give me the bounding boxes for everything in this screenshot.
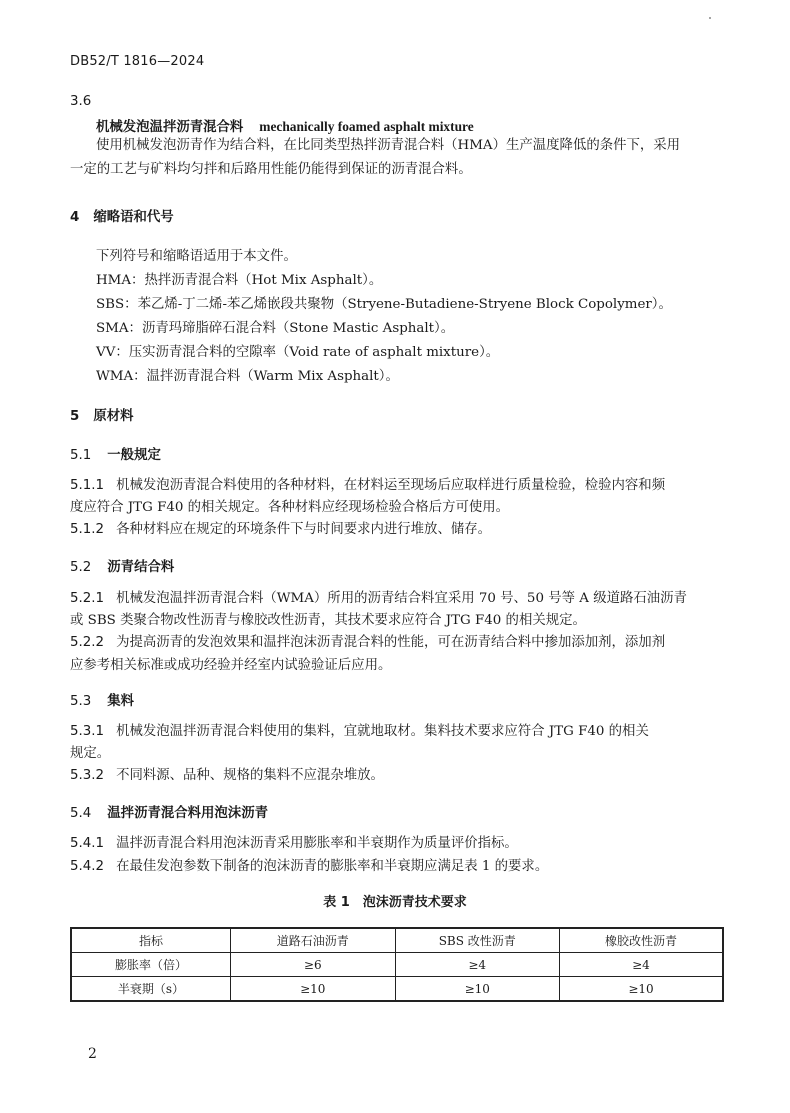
subsection-heading: 5.1 一般规定 — [70, 448, 161, 463]
abbrev-item: WMA：温拌沥青混合料（Warm Mix Asphalt）。 — [96, 369, 399, 384]
standard-code: DB52/T 1816—2024 — [70, 54, 205, 69]
term-title — [96, 116, 474, 135]
table-cell: ≥10 — [395, 977, 559, 1002]
table-caption: 表 1 泡沫沥青技术要求 — [323, 895, 467, 910]
table-cell: ≥10 — [231, 977, 395, 1002]
subsection-heading: 5.4 温拌沥青混合料用泡沫沥青 — [70, 806, 268, 821]
table-cell: ≥4 — [395, 953, 559, 977]
table-cell: 半衰期（s） — [71, 977, 231, 1002]
abbrev-item: SMA：沥青玛𤧛脂碎石混合料（Stone Mastic Asphalt）。 — [96, 321, 455, 336]
table-cell: ≥10 — [559, 977, 723, 1002]
subsection-heading: 5.2 沥青结合料 — [70, 560, 175, 575]
clause-line: 5.2.2 为提高沥青的发泡效果和温拌泡沫沥青混合料的性能，可在沥青结合料中掺加添加剂，添加剂 — [70, 635, 666, 650]
clause-line: 度应符合 JTG F40 的相关规定。各种材料应经现场检验合格后方可使用。 — [70, 500, 510, 515]
section-heading: 4 缩略语和代号 — [70, 210, 174, 225]
abbrev-intro: 下列符号和缩略语适用于本文件。 — [96, 249, 297, 264]
definition-line: 使用机械发泡沥青作为结合料，在比同类型热拌沥青混合料（HMA）生产温度降低的条件下，采用 — [96, 138, 681, 153]
clause-line: 5.4.1 温拌沥青混合料用泡沫沥青采用膨胀率和半衰期作为质量评价指标。 — [70, 836, 518, 851]
clause-number: 3.6 — [70, 94, 92, 109]
term-en: mechanically foamed asphalt mixture — [259, 119, 474, 134]
table-row — [71, 977, 723, 1002]
definition-line: 一定的工艺与矿料均匀拌和后路用性能仍能得到保证的沥青混合料。 — [70, 162, 472, 177]
abbrev-item: VV：压实沥青混合料的空隙率（Void rate of asphalt mixture）。 — [96, 345, 500, 360]
page-number: 2 — [88, 1046, 97, 1062]
table-header-cell: 道路石油沥青 — [231, 928, 395, 953]
table-header-cell: 橡胶改性沥青 — [559, 928, 723, 953]
clause-line: 5.3.2 不同料源、品种、规格的集料不应混杂堆放。 — [70, 768, 384, 783]
table-header-cell: 指标 — [71, 928, 231, 953]
clause-line: 5.4.2 在最佳发泡参数下制备的泡沫沥青的膨胀率和半衰期应满足表 1 的要求。 — [70, 859, 549, 874]
term-cn: 机械发泡温拌沥青混合料 — [96, 120, 244, 135]
clause-line: 或 SBS 类聚合物改性沥青与橡胶改性沥青，其技术要求应符合 JTG F40 的相关规定。 — [70, 613, 586, 628]
section-heading: 5 原材料 — [70, 409, 134, 424]
table-header-row — [71, 928, 723, 953]
clause-line: 5.2.1 机械发泡温拌沥青混合料（WMA）所用的沥青结合料宜采用 70 号、50 号等 A 级道路石油沥青 — [70, 591, 687, 606]
table-1 — [70, 927, 724, 1002]
abbrev-item: HMA：热拌沥青混合料（Hot Mix Asphalt）。 — [96, 273, 383, 288]
table-cell: 膨胀率（倍） — [71, 953, 231, 977]
scan-speck — [709, 17, 711, 19]
table-row — [71, 953, 723, 977]
table-header-cell: SBS 改性沥青 — [395, 928, 559, 953]
table-cell: ≥6 — [231, 953, 395, 977]
clause-line: 应参考相关标准或成功经验并经室内试验验证后应用。 — [70, 658, 392, 673]
abbrev-item: SBS：苯乙烯-丁二烯-苯乙烯嵌段共聚物（Stryene-Butadiene-Stryene Block Copolymer）。 — [96, 297, 672, 312]
clause-line: 5.1.2 各种材料应在规定的环境条件下与时间要求内进行堆放、储存。 — [70, 522, 492, 537]
subsection-heading: 5.3 集料 — [70, 694, 135, 709]
table-cell: ≥4 — [559, 953, 723, 977]
clause-line: 5.1.1 机械发泡沥青混合料使用的各种材料，在材料运至现场后应取样进行质量检验，检验内容和频 — [70, 478, 666, 493]
clause-line: 规定。 — [70, 746, 111, 761]
clause-line: 5.3.1 机械发泡温拌沥青混合料使用的集料，宜就地取材。集料技术要求应符合 JTG F40 的相关 — [70, 724, 649, 739]
